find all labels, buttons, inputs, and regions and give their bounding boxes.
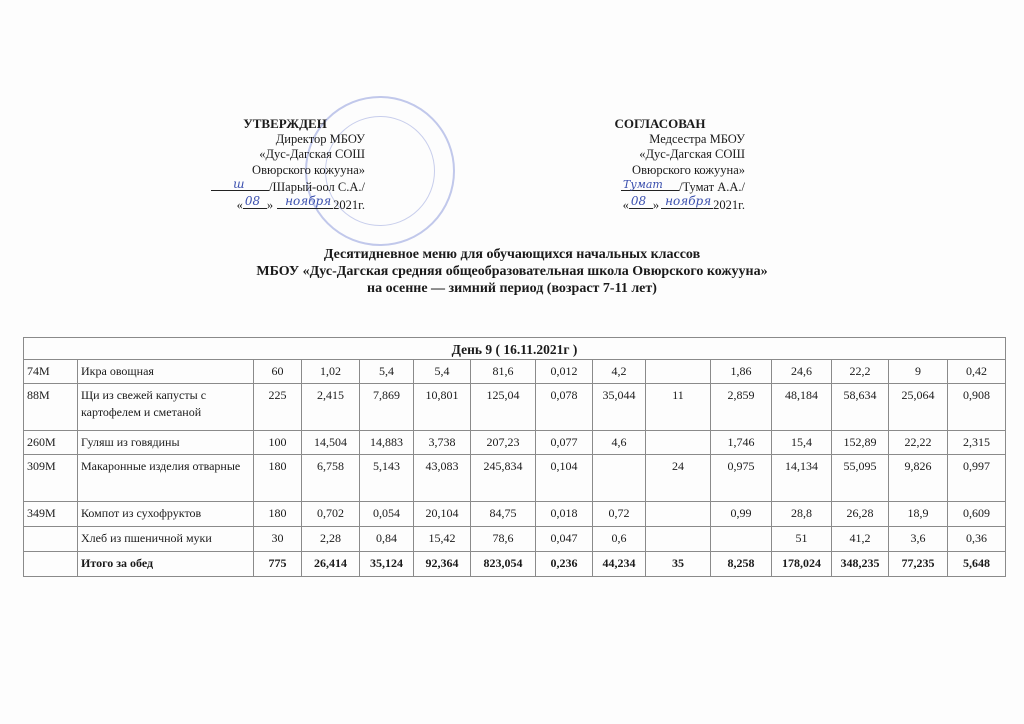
value-cell: 44,234 xyxy=(593,552,646,577)
value-cell: 0,236 xyxy=(536,552,593,577)
value-cell: 2,315 xyxy=(948,431,1006,455)
value-cell: 3,6 xyxy=(889,527,948,552)
value-cell: 58,634 xyxy=(832,384,889,431)
value-cell: 0,054 xyxy=(360,502,414,527)
value-cell: 18,9 xyxy=(889,502,948,527)
dish-name: Макаронные изделия отварные xyxy=(78,455,254,502)
value-cell: 24 xyxy=(646,455,711,502)
agreed-date-line xyxy=(575,196,745,214)
title-line1: Десятидневное меню для обучающихся начальных классов xyxy=(323,247,701,262)
agreed-line3: Овюрского кожууна» xyxy=(632,162,745,177)
agreed-year: 2021г. xyxy=(713,197,745,212)
value-cell: 26,414 xyxy=(302,552,360,577)
value-cell: 10,801 xyxy=(414,384,471,431)
agreed-line1: Медсестра МБОУ xyxy=(649,131,745,146)
handwritten-month: ноября xyxy=(285,194,332,208)
title-line2: МБОУ «Дус-Дагская средняя общеобразовательная школа Овюрского кожууна» xyxy=(256,264,768,279)
approved-year: 2021г. xyxy=(333,197,365,212)
approved-block xyxy=(205,116,365,213)
table-row xyxy=(24,527,1006,552)
agreed-signer: /Тумат А.А./ xyxy=(679,180,745,194)
approved-line3: Овюрского кожууна» xyxy=(252,162,365,177)
dish-name: Щи из свежей капусты с картофелем и сметаной xyxy=(78,384,254,431)
value-cell: 0,609 xyxy=(948,502,1006,527)
recipe-code: 349М xyxy=(24,502,78,527)
value-cell: 25,064 xyxy=(889,384,948,431)
value-cell: 4,2 xyxy=(593,360,646,384)
value-cell: 20,104 xyxy=(414,502,471,527)
dish-name: Хлеб из пшеничной муки xyxy=(78,527,254,552)
value-cell: 22,22 xyxy=(889,431,948,455)
value-cell: 0,908 xyxy=(948,384,1006,431)
value-cell: 823,054 xyxy=(471,552,536,577)
approved-line2: «Дус-Дагская СОШ xyxy=(259,147,365,161)
value-cell: 28,8 xyxy=(772,502,832,527)
value-cell: 24,6 xyxy=(772,360,832,384)
total-row xyxy=(24,552,1006,577)
handwritten-day: 08 xyxy=(630,194,647,208)
recipe-code: 309М xyxy=(24,455,78,502)
value-cell: 0,72 xyxy=(593,502,646,527)
value-cell: 3,738 xyxy=(414,431,471,455)
value-cell: 207,23 xyxy=(471,431,536,455)
value-cell: 0,84 xyxy=(360,527,414,552)
day-blank xyxy=(243,196,267,209)
value-cell: 14,883 xyxy=(360,431,414,455)
value-cell: 2,859 xyxy=(711,384,772,431)
value-cell: 775 xyxy=(254,552,302,577)
approved-date-line xyxy=(205,196,365,214)
handwritten-signature: ш xyxy=(233,176,245,191)
recipe-code xyxy=(24,527,78,552)
recipe-code xyxy=(24,552,78,577)
signature-blank xyxy=(211,178,269,191)
handwritten-signature: Тумат xyxy=(623,177,663,191)
value-cell: 0,36 xyxy=(948,527,1006,552)
date-quote-open: « xyxy=(622,197,629,212)
value-cell: 348,235 xyxy=(832,552,889,577)
value-cell: 180 xyxy=(254,502,302,527)
value-cell xyxy=(646,502,711,527)
value-cell xyxy=(593,455,646,502)
value-cell xyxy=(646,527,711,552)
recipe-code: 74М xyxy=(24,360,78,384)
agreed-signature-line xyxy=(575,178,745,196)
title-line3: на осенне — зимний период (возраст 7-11 лет) xyxy=(367,281,657,296)
value-cell: 14,134 xyxy=(772,455,832,502)
value-cell: 78,6 xyxy=(471,527,536,552)
value-cell: 35 xyxy=(646,552,711,577)
agreed-line2: «Дус-Дагская СОШ xyxy=(639,147,745,161)
value-cell: 35,044 xyxy=(593,384,646,431)
handwritten-day: 08 xyxy=(244,194,261,208)
recipe-code: 260М xyxy=(24,431,78,455)
value-cell xyxy=(646,431,711,455)
value-cell: 0,018 xyxy=(536,502,593,527)
value-cell: 100 xyxy=(254,431,302,455)
value-cell: 8,258 xyxy=(711,552,772,577)
day-header-row xyxy=(24,338,1006,360)
month-blank xyxy=(277,196,333,209)
value-cell: 26,28 xyxy=(832,502,889,527)
value-cell: 225 xyxy=(254,384,302,431)
value-cell: 48,184 xyxy=(772,384,832,431)
value-cell: 0,047 xyxy=(536,527,593,552)
value-cell: 180 xyxy=(254,455,302,502)
approved-signer: /Шарый-оол С.А./ xyxy=(269,180,365,194)
table-row xyxy=(24,431,1006,455)
value-cell: 60 xyxy=(254,360,302,384)
signature-blank xyxy=(621,178,679,191)
value-cell: 125,04 xyxy=(471,384,536,431)
value-cell: 0,012 xyxy=(536,360,593,384)
value-cell: 15,42 xyxy=(414,527,471,552)
day-blank xyxy=(629,196,653,209)
value-cell: 51 xyxy=(772,527,832,552)
value-cell: 14,504 xyxy=(302,431,360,455)
value-cell: 84,75 xyxy=(471,502,536,527)
table-row xyxy=(24,502,1006,527)
date-quote-open: « xyxy=(236,197,243,212)
value-cell: 55,095 xyxy=(832,455,889,502)
value-cell: 81,6 xyxy=(471,360,536,384)
value-cell: 77,235 xyxy=(889,552,948,577)
handwritten-month: ноября xyxy=(665,194,712,208)
table-row xyxy=(24,384,1006,431)
value-cell: 41,2 xyxy=(832,527,889,552)
value-cell: 0,42 xyxy=(948,360,1006,384)
approved-line1: Директор МБОУ xyxy=(275,131,365,146)
value-cell: 0,975 xyxy=(711,455,772,502)
value-cell: 15,4 xyxy=(772,431,832,455)
dish-name: Икра овощная xyxy=(78,360,254,384)
value-cell: 1,746 xyxy=(711,431,772,455)
value-cell: 2,415 xyxy=(302,384,360,431)
value-cell: 0,104 xyxy=(536,455,593,502)
table-row xyxy=(24,360,1006,384)
month-blank xyxy=(661,196,713,209)
value-cell: 245,834 xyxy=(471,455,536,502)
table-row xyxy=(24,455,1006,502)
value-cell: 5,4 xyxy=(414,360,471,384)
value-cell: 0,6 xyxy=(593,527,646,552)
value-cell: 0,997 xyxy=(948,455,1006,502)
value-cell: 5,4 xyxy=(360,360,414,384)
approved-signature-line xyxy=(205,178,365,196)
value-cell: 92,364 xyxy=(414,552,471,577)
menu-table xyxy=(23,337,1006,577)
value-cell: 0,702 xyxy=(302,502,360,527)
agreed-heading: СОГЛАСОВАН xyxy=(614,116,706,131)
value-cell xyxy=(646,360,711,384)
value-cell xyxy=(711,527,772,552)
dish-name: Гуляш из говядины xyxy=(78,431,254,455)
value-cell: 178,024 xyxy=(772,552,832,577)
value-cell: 0,077 xyxy=(536,431,593,455)
date-quote-close: » xyxy=(266,197,274,212)
date-quote-close: » xyxy=(652,197,660,212)
dish-name: Итого за обед xyxy=(78,552,254,577)
value-cell: 43,083 xyxy=(414,455,471,502)
value-cell: 11 xyxy=(646,384,711,431)
day-label: День 9 ( 16.11.2021г ) xyxy=(24,338,1006,360)
value-cell: 30 xyxy=(254,527,302,552)
value-cell: 2,28 xyxy=(302,527,360,552)
approved-heading: УТВЕРЖДЕН xyxy=(243,116,327,131)
value-cell: 6,758 xyxy=(302,455,360,502)
value-cell: 9 xyxy=(889,360,948,384)
recipe-code: 88М xyxy=(24,384,78,431)
value-cell: 9,826 xyxy=(889,455,948,502)
dish-name: Компот из сухофруктов xyxy=(78,502,254,527)
value-cell: 4,6 xyxy=(593,431,646,455)
value-cell: 0,078 xyxy=(536,384,593,431)
document-title xyxy=(0,246,1024,297)
value-cell: 0,99 xyxy=(711,502,772,527)
agreed-block xyxy=(575,116,745,213)
value-cell: 152,89 xyxy=(832,431,889,455)
value-cell: 22,2 xyxy=(832,360,889,384)
value-cell: 5,143 xyxy=(360,455,414,502)
value-cell: 5,648 xyxy=(948,552,1006,577)
value-cell: 1,02 xyxy=(302,360,360,384)
value-cell: 35,124 xyxy=(360,552,414,577)
value-cell: 1,86 xyxy=(711,360,772,384)
value-cell: 7,869 xyxy=(360,384,414,431)
